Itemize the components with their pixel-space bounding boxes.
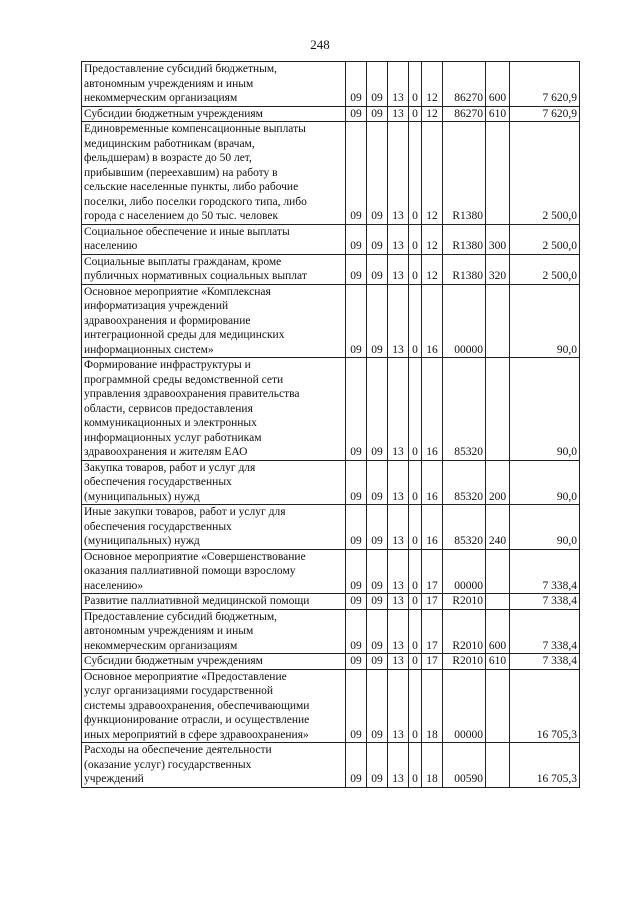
program-code: 13 <box>388 654 409 670</box>
program-code: 13 <box>388 669 409 743</box>
row-name-line: здравоохранения и жителям ЕАО <box>84 446 248 458</box>
subsection-code: 09 <box>367 358 388 461</box>
target-article-code: 86270 <box>443 106 486 122</box>
row-name-line: фельдшерам) в возрасте до 50 лет, <box>84 152 252 164</box>
row-name-line: автономным учреждениям и иным <box>84 77 254 90</box>
table-row <box>82 669 580 743</box>
expense-type-code <box>486 594 510 610</box>
subsection-code: 09 <box>367 284 388 358</box>
program-code: 13 <box>388 284 409 358</box>
table-row <box>82 743 580 788</box>
row-name <box>82 505 346 550</box>
subsection-code: 09 <box>367 254 388 284</box>
section-code: 09 <box>346 460 367 505</box>
activity-code: 16 <box>422 505 443 550</box>
row-name-line: Расходы на обеспечение деятельности <box>84 744 272 756</box>
table-body <box>82 62 580 788</box>
section-code: 09 <box>346 609 367 654</box>
amount: 2 500,0 <box>510 122 580 225</box>
program-code: 13 <box>388 224 409 254</box>
row-name <box>82 122 346 225</box>
subprogram-code: 0 <box>409 669 422 743</box>
row-name-line: здравоохранения и формирование <box>84 314 251 327</box>
section-code: 09 <box>346 224 367 254</box>
subprogram-code: 0 <box>409 358 422 461</box>
program-code: 13 <box>388 460 409 505</box>
section-code: 09 <box>346 106 367 122</box>
expense-type-code: 300 <box>486 224 510 254</box>
table-row <box>82 609 580 654</box>
row-name <box>82 743 346 788</box>
target-article-code: R2010 <box>443 654 486 670</box>
table-row <box>82 62 580 107</box>
row-name-line: населению» <box>84 579 144 592</box>
row-name-line: информационных систем» <box>84 343 214 356</box>
row-name <box>82 654 346 670</box>
program-code: 13 <box>388 62 409 107</box>
section-code: 09 <box>346 654 367 670</box>
row-name-line: некоммерческим организациям <box>84 92 238 104</box>
subprogram-code: 0 <box>409 460 422 505</box>
row-name-line: Основное мероприятие «Предоставление <box>84 670 287 683</box>
row-name-line: Социальные выплаты гражданам, кроме <box>84 255 282 268</box>
row-name-line: населению <box>84 240 138 252</box>
activity-code: 12 <box>422 106 443 122</box>
subsection-code: 09 <box>367 106 388 122</box>
row-name-line: области, сервисов предоставления <box>84 402 253 415</box>
target-article-code: 00000 <box>443 549 486 594</box>
row-name-line: системы здравоохранения, обеспечивающими <box>84 699 310 712</box>
amount: 90,0 <box>510 358 580 461</box>
row-name-line: интеграционной среды для медицинских <box>84 329 285 341</box>
row-name <box>82 224 346 254</box>
table-row <box>82 122 580 225</box>
row-name-line: Формирование инфраструктуры и <box>84 359 251 371</box>
row-name-line: услуг организациями государственной <box>84 685 274 697</box>
row-name-line: Развитие паллиативной медицинской помощи <box>84 595 310 607</box>
subprogram-code: 0 <box>409 609 422 654</box>
row-name-line: Основное мероприятие «Совершенствование <box>84 550 306 563</box>
expense-type-code: 240 <box>486 505 510 550</box>
target-article-code: 00590 <box>443 743 486 788</box>
program-code: 13 <box>388 106 409 122</box>
amount: 7 338,4 <box>510 654 580 670</box>
row-name-line: программной среды ведомственной сети <box>84 373 284 386</box>
row-name-line: Субсидии бюджетным учреждениям <box>84 655 263 667</box>
activity-code: 12 <box>422 122 443 225</box>
amount: 7 620,9 <box>510 106 580 122</box>
target-article-code: 00000 <box>443 284 486 358</box>
expense-type-code: 610 <box>486 106 510 122</box>
table-row <box>82 254 580 284</box>
row-name-line: Единовременные компенсационные выплаты <box>84 123 306 135</box>
row-name-line: медицинским работникам (врачам, <box>84 137 255 150</box>
row-name <box>82 669 346 743</box>
program-code: 13 <box>388 609 409 654</box>
table-row <box>82 284 580 358</box>
program-code: 13 <box>388 594 409 610</box>
row-name-line: иных мероприятий в сфере здравоохранения» <box>84 728 309 741</box>
subsection-code: 09 <box>367 62 388 107</box>
row-name <box>82 106 346 122</box>
row-name-line: публичных нормативных социальных выплат <box>84 270 307 282</box>
activity-code: 16 <box>422 460 443 505</box>
table-row <box>82 505 580 550</box>
section-code: 09 <box>346 358 367 461</box>
activity-code: 16 <box>422 284 443 358</box>
activity-code: 17 <box>422 594 443 610</box>
expense-type-code <box>486 549 510 594</box>
row-name-line: информационных услуг работникам <box>84 431 262 444</box>
row-name-line: Иные закупки товаров, работ и услуг для <box>84 506 286 518</box>
target-article-code: 85320 <box>443 358 486 461</box>
subprogram-code: 0 <box>409 549 422 594</box>
subprogram-code: 0 <box>409 743 422 788</box>
row-name-line: обеспечения государственных <box>84 520 232 533</box>
table-row <box>82 654 580 670</box>
target-article-code: R1380 <box>443 122 486 225</box>
table-row <box>82 106 580 122</box>
activity-code: 16 <box>422 358 443 461</box>
row-name-line: прибывшим (переехавшим) на работу в <box>84 166 278 179</box>
amount: 2 500,0 <box>510 224 580 254</box>
row-name <box>82 460 346 505</box>
subsection-code: 09 <box>367 743 388 788</box>
row-name <box>82 609 346 654</box>
target-article-code: R2010 <box>443 594 486 610</box>
target-article-code: 85320 <box>443 460 486 505</box>
subprogram-code: 0 <box>409 254 422 284</box>
amount: 90,0 <box>510 460 580 505</box>
subprogram-code: 0 <box>409 224 422 254</box>
row-name-line: Закупка товаров, работ и услуг для <box>84 461 256 474</box>
amount: 7 338,4 <box>510 609 580 654</box>
row-name-line: автономным учреждениям и иным <box>84 625 254 637</box>
activity-code: 17 <box>422 654 443 670</box>
row-name-line: Субсидии бюджетным учреждениям <box>84 107 263 120</box>
row-name-line: (оказание услуг) государственных <box>84 758 252 771</box>
subprogram-code: 0 <box>409 654 422 670</box>
program-code: 13 <box>388 358 409 461</box>
amount: 2 500,0 <box>510 254 580 284</box>
activity-code: 12 <box>422 224 443 254</box>
expense-type-code: 600 <box>486 62 510 107</box>
subprogram-code: 0 <box>409 594 422 610</box>
row-name-line: сельские населенные пункты, либо рабочие <box>84 181 299 193</box>
expense-type-code <box>486 743 510 788</box>
page-number: 248 <box>310 37 330 52</box>
target-article-code: R2010 <box>443 609 486 654</box>
row-name-line: информатизация учреждений <box>84 300 229 312</box>
subprogram-code: 0 <box>409 62 422 107</box>
program-code: 13 <box>388 743 409 788</box>
activity-code: 17 <box>422 609 443 654</box>
subsection-code: 09 <box>367 654 388 670</box>
target-article-code: 85320 <box>443 505 486 550</box>
row-name-line: оказания паллиативной помощи взрослому <box>84 565 296 577</box>
amount: 90,0 <box>510 505 580 550</box>
amount: 90,0 <box>510 284 580 358</box>
target-article-code: 00000 <box>443 669 486 743</box>
expense-type-code <box>486 669 510 743</box>
activity-code: 18 <box>422 743 443 788</box>
subsection-code: 09 <box>367 669 388 743</box>
section-code: 09 <box>346 549 367 594</box>
expense-type-code <box>486 284 510 358</box>
section-code: 09 <box>346 505 367 550</box>
row-name-line: города с населением до 50 тыс. человек <box>84 210 279 222</box>
section-code: 09 <box>346 743 367 788</box>
program-code: 13 <box>388 549 409 594</box>
section-code: 09 <box>346 669 367 743</box>
row-name-line: учреждений <box>84 773 144 785</box>
program-code: 13 <box>388 254 409 284</box>
row-name-line: обеспечения государственных <box>84 476 232 488</box>
section-code: 09 <box>346 594 367 610</box>
row-name-line: Предоставление субсидий бюджетным, <box>84 610 278 623</box>
row-name-line: функционирование отрасли, и осуществление <box>84 714 310 726</box>
table-row <box>82 460 580 505</box>
row-name-line: поселки, либо поселки городского типа, либо <box>84 195 307 208</box>
activity-code: 18 <box>422 669 443 743</box>
program-code: 13 <box>388 505 409 550</box>
row-name <box>82 284 346 358</box>
amount: 7 620,9 <box>510 62 580 107</box>
row-name-line: Предоставление субсидий бюджетным, <box>84 63 278 75</box>
subsection-code: 09 <box>367 549 388 594</box>
subprogram-code: 0 <box>409 505 422 550</box>
row-name-line: управления здравоохранения правительства <box>84 388 300 400</box>
table-row <box>82 358 580 461</box>
row-name-line: (муниципальных) нужд <box>84 490 200 503</box>
subsection-code: 09 <box>367 460 388 505</box>
row-name <box>82 254 346 284</box>
expense-type-code <box>486 122 510 225</box>
amount: 7 338,4 <box>510 594 580 610</box>
activity-code: 12 <box>422 62 443 107</box>
table-row <box>82 549 580 594</box>
amount: 16 705,3 <box>510 669 580 743</box>
row-name-line: (муниципальных) нужд <box>84 535 200 547</box>
row-name-line: коммуникационных и электронных <box>84 417 257 429</box>
subprogram-code: 0 <box>409 122 422 225</box>
amount: 7 338,4 <box>510 549 580 594</box>
program-code: 13 <box>388 122 409 225</box>
target-article-code: R1380 <box>443 224 486 254</box>
target-article-code: 86270 <box>443 62 486 107</box>
subsection-code: 09 <box>367 609 388 654</box>
subprogram-code: 0 <box>409 106 422 122</box>
row-name-line: Основное мероприятие «Комплексная <box>84 285 271 298</box>
subprogram-code: 0 <box>409 284 422 358</box>
expense-type-code: 320 <box>486 254 510 284</box>
row-name-line: некоммерческим организациям <box>84 639 238 652</box>
budget-table <box>81 61 580 788</box>
subsection-code: 09 <box>367 122 388 225</box>
table-row <box>82 594 580 610</box>
section-code: 09 <box>346 254 367 284</box>
section-code: 09 <box>346 284 367 358</box>
subsection-code: 09 <box>367 224 388 254</box>
row-name <box>82 549 346 594</box>
target-article-code: R1380 <box>443 254 486 284</box>
subsection-code: 09 <box>367 594 388 610</box>
section-code: 09 <box>346 62 367 107</box>
subsection-code: 09 <box>367 505 388 550</box>
activity-code: 12 <box>422 254 443 284</box>
table-row <box>82 224 580 254</box>
row-name <box>82 62 346 107</box>
expense-type-code: 610 <box>486 654 510 670</box>
expense-type-code <box>486 358 510 461</box>
section-code: 09 <box>346 122 367 225</box>
activity-code: 17 <box>422 549 443 594</box>
row-name <box>82 594 346 610</box>
expense-type-code: 200 <box>486 460 510 505</box>
expense-type-code: 600 <box>486 609 510 654</box>
row-name <box>82 358 346 461</box>
amount: 16 705,3 <box>510 743 580 788</box>
row-name-line: Социальное обеспечение и иные выплаты <box>84 225 290 238</box>
